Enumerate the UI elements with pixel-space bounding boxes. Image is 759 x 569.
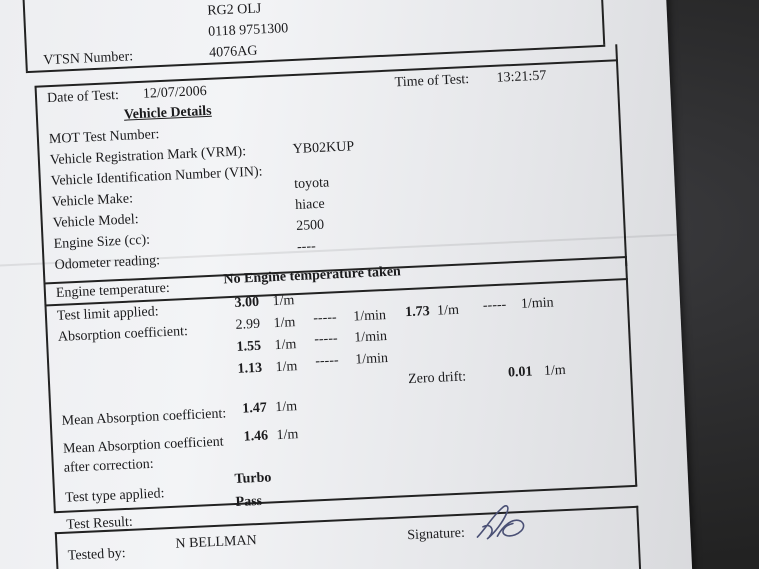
absorption-reading-2-dash-unit: 1/min [353, 329, 388, 346]
odometer-label: Odometer reading: [54, 253, 161, 273]
absorption-reading-3-dash-unit: 1/min [354, 350, 389, 368]
absorption-reading-3-unit: 1/m [275, 359, 298, 376]
top-box-left-border [22, 0, 27, 71]
footer-box-left-border [55, 532, 60, 569]
absorption-extra-dash: ----- [482, 297, 507, 314]
test-result-label: Test Result: [66, 514, 134, 533]
test-limit-value: 3.00 [234, 294, 260, 311]
test-limit-label: Test limit applied: [56, 304, 159, 324]
mean-absorption-label: Mean Absorption coefficient: [61, 406, 227, 429]
absorption-extra-unit: 1/m [436, 302, 460, 319]
absorption-extra-value: 1.73 [404, 304, 430, 321]
odometer-value: ---- [296, 239, 317, 255]
mean-corrected-label-line-1: Mean Absorption coefficient [62, 434, 224, 457]
absorption-reading-1-value: 2.99 [235, 316, 261, 333]
vrm-value: YB02KUP [292, 139, 355, 158]
vehicle-box-left-border [35, 87, 45, 283]
vtsn-label: VTSN Number: [43, 49, 134, 69]
vehicle-make-label: Vehicle Make: [51, 191, 134, 211]
footer-box-right-border [636, 506, 641, 569]
emissions-box-right-border [625, 256, 637, 486]
date-of-test-value: 12/07/2006 [142, 83, 208, 102]
address-phone: 0118 9751300 [207, 21, 289, 40]
mean-corrected-value: 1.46 [243, 428, 269, 445]
address-postcode: RG2 OLJ [206, 1, 262, 19]
absorption-reading-3-value: 1.13 [237, 360, 263, 377]
mean-absorption-unit: 1/m [275, 399, 298, 416]
engine-size-value: 2500 [295, 217, 325, 234]
emissions-box-left-border [43, 282, 55, 512]
test-limit-unit: 1/m [272, 293, 295, 310]
absorption-extra-dash-unit: 1/min [520, 295, 554, 312]
mot-test-number-label: MOT Test Number: [48, 127, 160, 148]
signature-stroke [476, 505, 524, 539]
absorption-reading-3-dash: ----- [314, 353, 339, 370]
tested-by-label: Tested by: [67, 546, 126, 564]
vehicle-make-value: toyota [293, 175, 330, 193]
test-type-label: Test type applied: [64, 486, 165, 506]
vin-label: Vehicle Identification Number (VIN): [50, 164, 263, 190]
mean-corrected-label-line-2: after correction: [63, 456, 154, 476]
vrm-label: Vehicle Registration Mark (VRM): [49, 144, 247, 169]
zero-drift-label: Zero drift: [407, 369, 467, 388]
absorption-coefficient-label: Absorption coefficient: [57, 324, 189, 345]
absorption-reading-1-dash: ----- [313, 310, 337, 327]
vehicle-box-right-border [615, 44, 627, 266]
vtsn-value: 4076AG [208, 43, 258, 61]
signature-label: Signature: [406, 525, 466, 544]
time-of-test-label: Time of Test: [394, 72, 470, 91]
mean-corrected-unit: 1/m [276, 427, 299, 444]
test-result-value: Pass [235, 493, 263, 511]
absorption-reading-2-dash: ----- [313, 331, 338, 348]
zero-drift-value: 0.01 [507, 364, 533, 381]
vehicle-details-heading: Vehicle Details [123, 103, 212, 123]
vehicle-model-label: Vehicle Model: [52, 212, 139, 232]
date-of-test-label: Date of Test: [46, 87, 120, 107]
time-of-test-value: 13:21:57 [496, 68, 547, 86]
engine-temperature-label: Engine temperature: [55, 280, 171, 301]
engine-size-label: Engine Size (cc): [53, 232, 151, 253]
engine-temperature-value: No Engine temperature taken [223, 264, 402, 288]
test-type-value: Turbo [234, 470, 272, 488]
zero-drift-unit: 1/m [543, 362, 567, 379]
mean-absorption-value: 1.47 [242, 400, 268, 417]
signature-scribble [472, 495, 534, 548]
absorption-reading-1-unit: 1/m [273, 315, 296, 332]
vehicle-model-value: hiace [294, 196, 326, 214]
top-box-right-border [599, 0, 604, 45]
absorption-reading-1-dash-unit: 1/min [352, 308, 387, 325]
absorption-reading-2-value: 1.55 [236, 338, 262, 355]
footer-box-top-border [55, 506, 638, 534]
tested-by-value: N BELLMAN [175, 533, 257, 552]
absorption-reading-2-unit: 1/m [274, 337, 297, 354]
